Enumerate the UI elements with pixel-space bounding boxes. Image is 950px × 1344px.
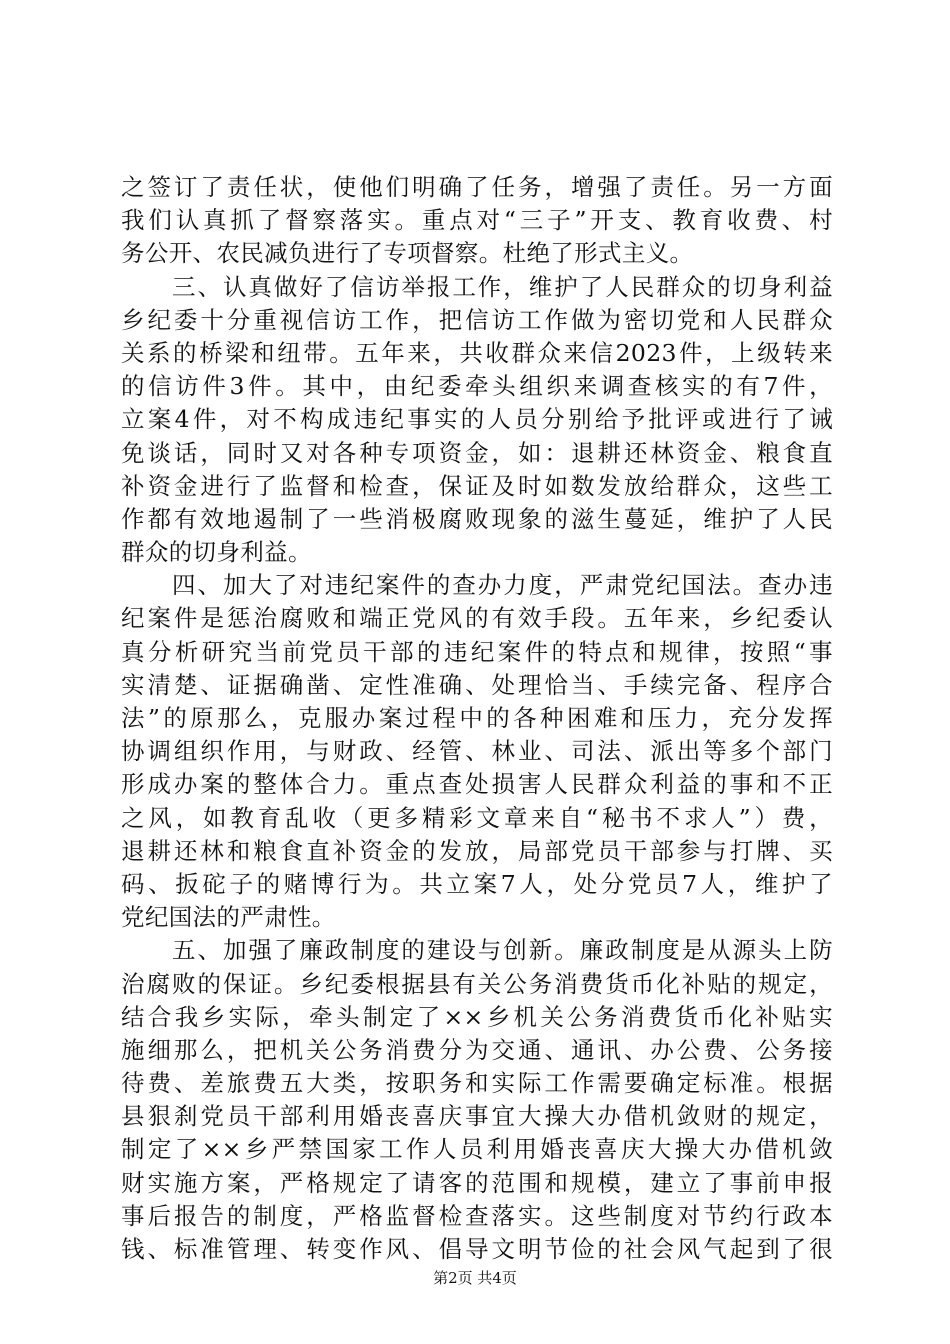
document-body <box>121 171 833 1266</box>
text-line: 退耕还林和粮食直补资金的发放，局部党员干部参与打牌、买 <box>121 836 833 865</box>
text-line: 协调组织作用，与财政、经管、林业、司法、派出等多个部门 <box>121 737 833 766</box>
text-line: 事后报告的制度，严格监督检查落实。这些制度对节约行政本 <box>121 1201 833 1230</box>
text-line: 真分析研究当前党员干部的违纪案件的特点和规律，按照“事 <box>121 637 833 666</box>
text-line: 补资金进行了监督和检查，保证及时如数发放给群众，这些工 <box>121 471 833 500</box>
text-line: 我们认真抓了督察落实。重点对“三子”开支、教育收费、村 <box>121 206 833 235</box>
text-line: 纪案件是惩治腐败和端正党风的有效手段。五年来，乡纪委认 <box>121 604 833 633</box>
text-line: 实清楚、证据确凿、定性准确、处理恰当、手续完备、程序合 <box>121 670 833 699</box>
text-line: 乡纪委十分重视信访工作，把信访工作做为密切党和人民群众 <box>121 305 833 334</box>
text-line: 四、加大了对违纪案件的查办力度，严肃党纪国法。查办违 <box>121 571 833 600</box>
text-line: 群众的切身利益。 <box>121 538 312 567</box>
page-footer: 第2页 共4页 <box>433 1269 517 1287</box>
text-line: 关系的桥梁和纽带。五年来，共收群众来信2023件，上级转来 <box>121 338 833 367</box>
text-line: 三、认真做好了信访举报工作，维护了人民群众的切身利益 <box>121 272 833 301</box>
text-line: 县狠刹党员干部利用婚丧喜庆事宜大操大办借机敛财的规定， <box>121 1102 833 1131</box>
text-line: 免谈话，同时又对各种专项资金，如：退耕还林资金、粮食直 <box>121 438 833 467</box>
text-line: 党纪国法的严肃性。 <box>121 903 336 932</box>
text-line: 结合我乡实际，牵头制定了××乡机关公务消费货币化补贴实 <box>121 1002 833 1031</box>
text-line: 之签订了责任状，使他们明确了任务，增强了责任。另一方面 <box>121 173 833 201</box>
text-line: 立案4件，对不构成违纪事实的人员分别给予批评或进行了诫 <box>121 405 833 434</box>
text-line: 形成办案的整体合力。重点查处损害人民群众利益的事和不正 <box>121 770 833 799</box>
text-line: 财实施方案，严格规定了请客的范围和规模，建立了事前申报 <box>121 1168 833 1197</box>
text-line: 务公开、农民减负进行了专项督察。杜绝了形式主义。 <box>121 239 694 268</box>
text-line: 码、扳砣子的赌博行为。共立案7人，处分党员7人，维护了 <box>121 869 833 898</box>
text-line: 钱、标准管理、转变作风、倡导文明节俭的社会风气起到了很 <box>121 1235 833 1263</box>
text-line: 之风，如教育乱收（更多精彩文章来自“秘书不求人”）费， <box>121 803 833 832</box>
text-line: 施细那么，把机关公务消费分为交通、通讯、办公费、公务接 <box>121 1035 833 1064</box>
text-line: 待费、差旅费五大类，按职务和实际工作需要确定标准。根据 <box>121 1069 833 1098</box>
text-line: 的信访件3件。其中，由纪委牵头组织来调查核实的有7件， <box>121 372 833 401</box>
text-line: 制定了××乡严禁国家工作人员利用婚丧喜庆大操大办借机敛 <box>121 1135 833 1164</box>
text-line: 法”的原那么，克服办案过程中的各种困难和压力，充分发挥 <box>121 704 833 732</box>
text-line: 作都有效地遏制了一些消极腐败现象的滋生蔓延，维护了人民 <box>121 504 833 533</box>
text-line: 五、加强了廉政制度的建设与创新。廉政制度是从源头上防 <box>121 936 833 965</box>
text-line: 治腐败的保证。乡纪委根据县有关公务消费货币化补贴的规定， <box>121 969 833 998</box>
